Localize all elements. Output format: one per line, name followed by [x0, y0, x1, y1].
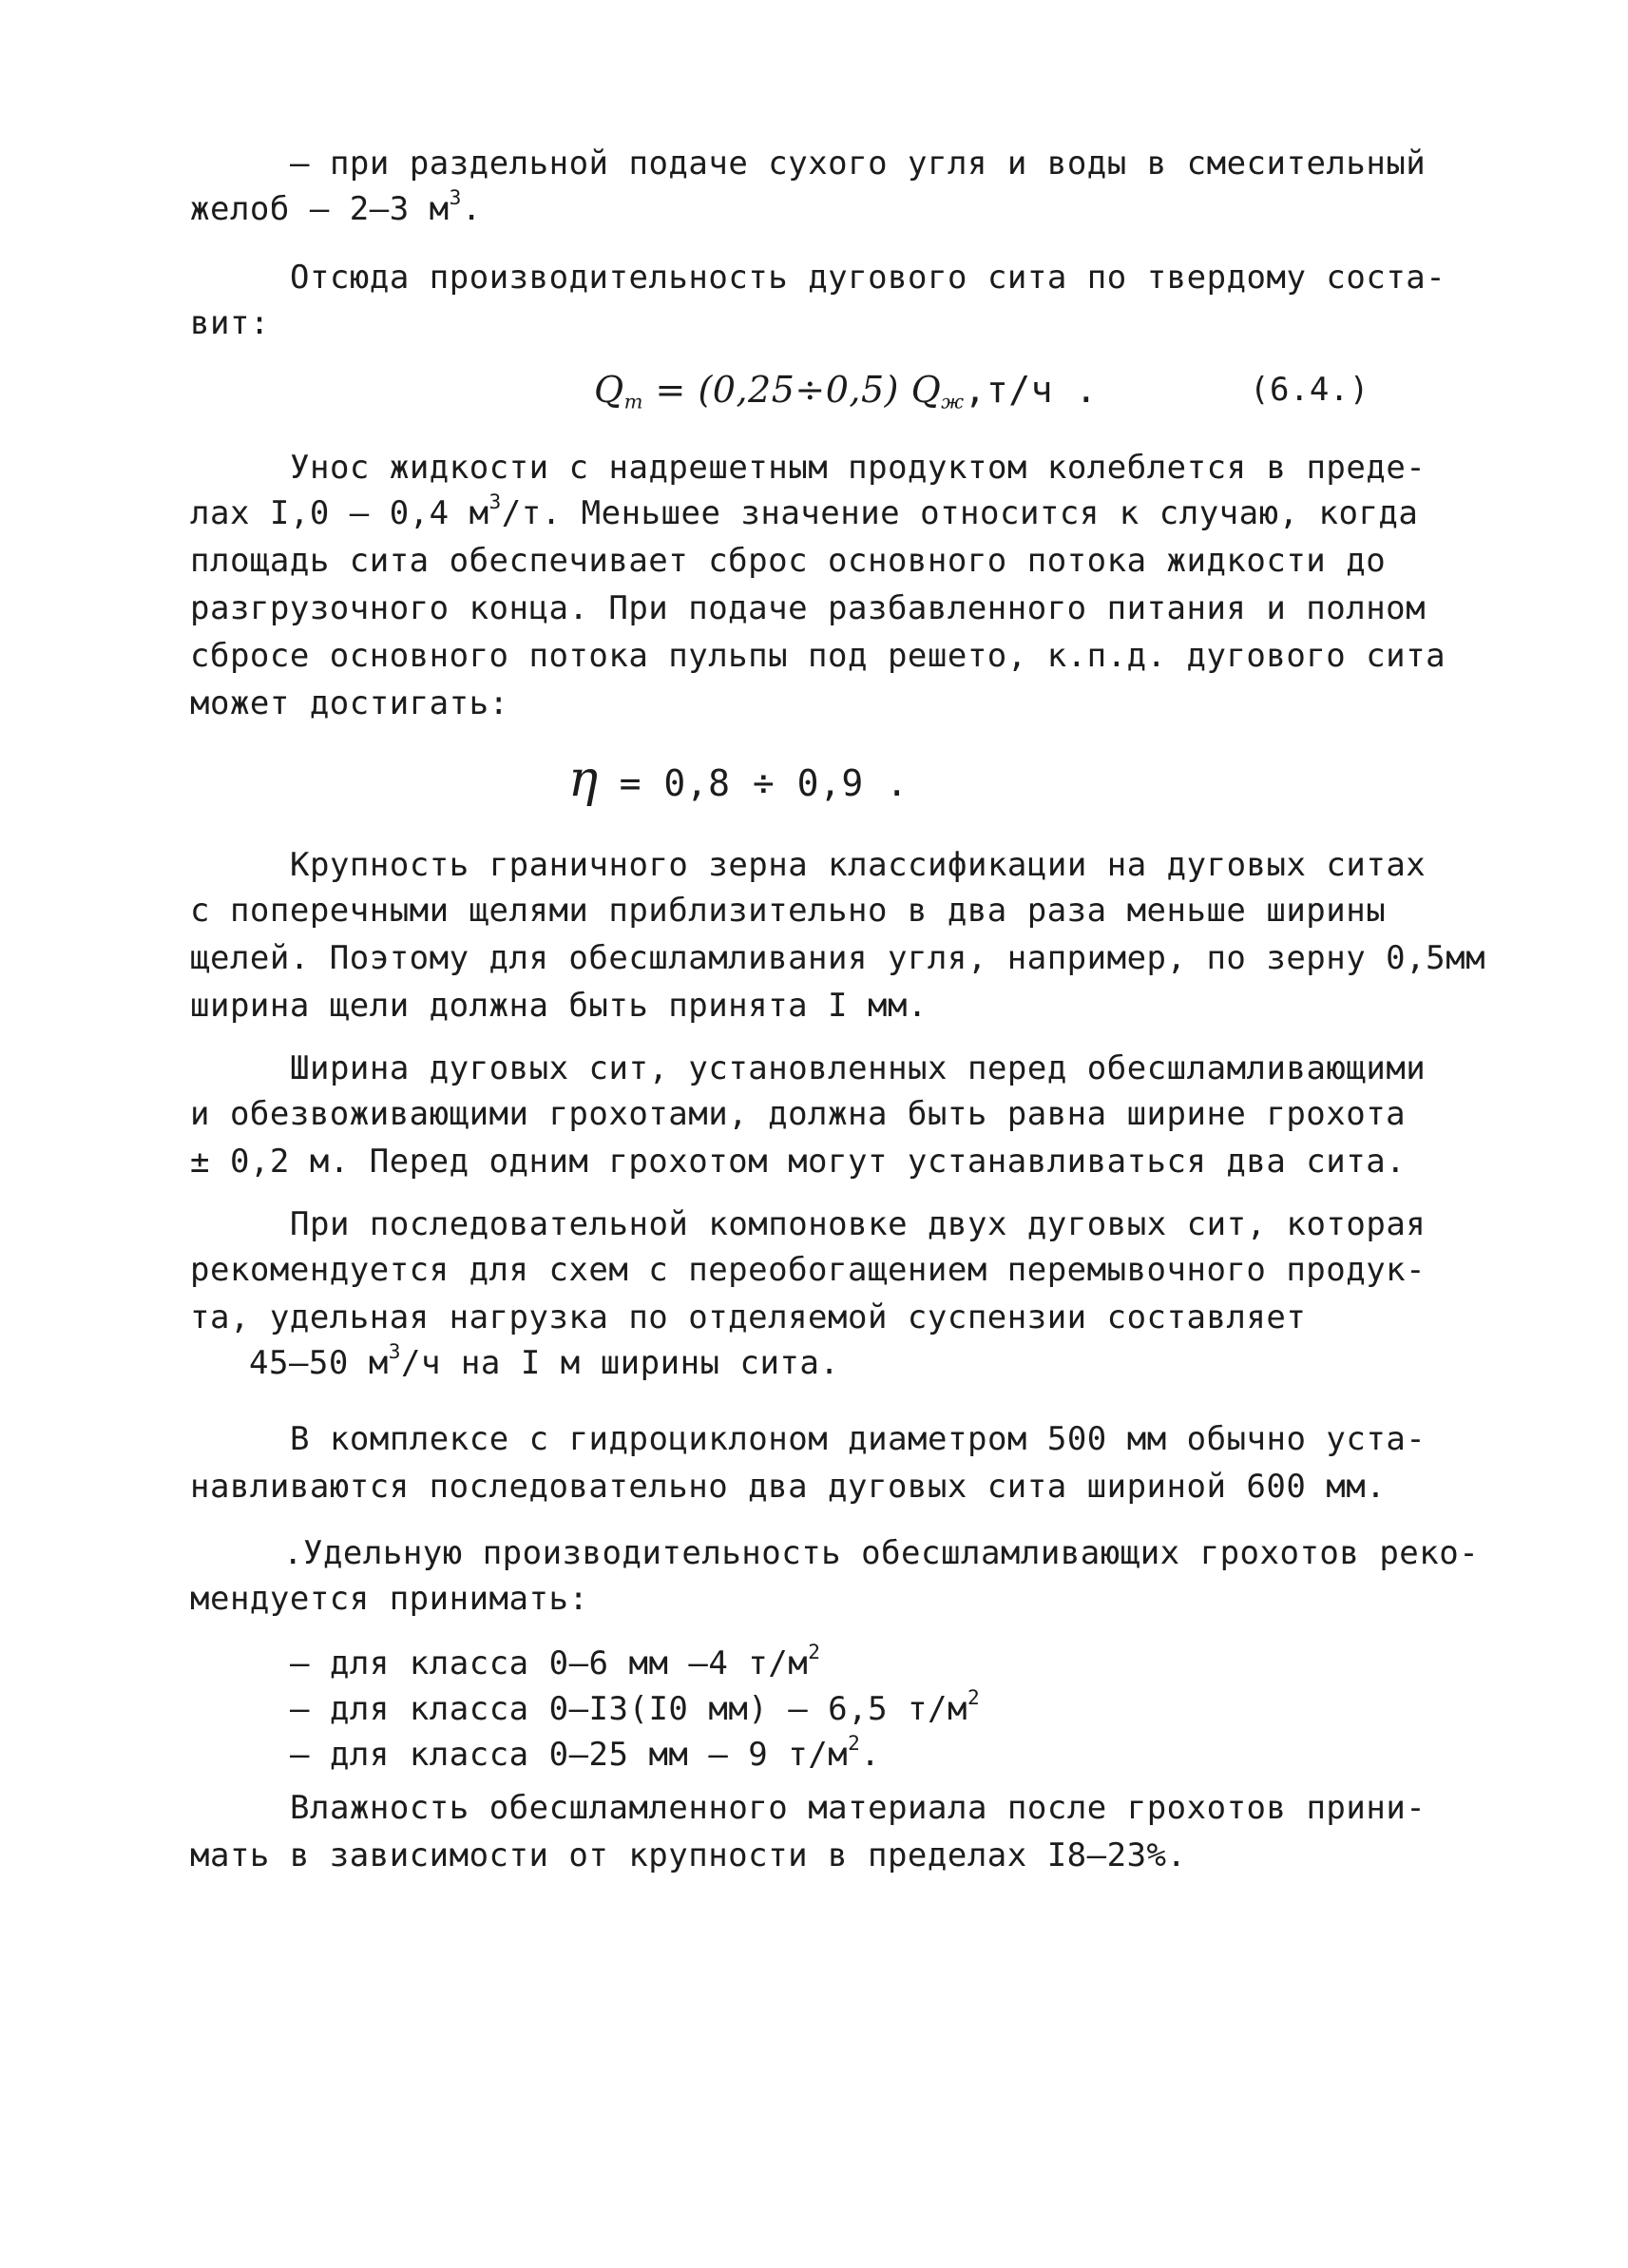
list-item-text: . — [860, 1736, 881, 1774]
text-fragment: 45–50 м — [249, 1344, 389, 1382]
formula-subscript: т — [623, 390, 643, 413]
text-line: .Удельную производительность обесшламливающих грохотов реко- — [283, 1534, 1480, 1572]
list-item — [290, 1685, 981, 1730]
text-line: и обезвоживающими грохотами, должна быть равна ширине грохота — [190, 1095, 1407, 1133]
text-line: щелей. Поэтому для обесшламливания угля, например, по зерну 0,5мм — [190, 939, 1486, 977]
list-item — [290, 1731, 881, 1776]
text-fragment: /ч на I м ширины сита. — [401, 1344, 840, 1382]
text-line: разгрузочного конца. При подаче разбавленного питания и полном — [190, 589, 1427, 627]
text-line: мендуется принимать: — [190, 1580, 589, 1618]
formula-efficiency — [568, 751, 909, 808]
text-line: вит: — [190, 304, 270, 342]
text-line: площадь сита обеспечивает сброс основного потока жидкости до — [190, 542, 1387, 580]
text-line: Унос жидкости с надрешетным продуктом колеблется в преде- — [290, 449, 1427, 487]
superscript: 2 — [967, 1685, 981, 1710]
text-line — [249, 1339, 840, 1384]
text-line: ± 0,2 м. Перед одним грохотом могут устанавливаться два сита. — [190, 1143, 1407, 1181]
text-line: Ширина дуговых сит, установленных перед обесшламливающими — [290, 1049, 1427, 1087]
text-line: При последовательной компоновке двух дуговых сит, которая — [290, 1205, 1427, 1243]
text-fragment: желоб – 2–3 м — [190, 190, 450, 228]
formula-expression: = (0,25÷0,5) Q — [642, 369, 942, 411]
text-line: та, удельная нагрузка по отделяемой суспензии составляет — [190, 1298, 1307, 1336]
text-line — [190, 492, 1418, 534]
superscript: 3 — [488, 490, 502, 514]
text-line: ширина щели должна быть принята I мм. — [190, 987, 928, 1025]
text-line: может достигать: — [190, 684, 509, 722]
list-item-text: – для класса 0–I3(I0 мм) – 6,5 т/м — [290, 1690, 967, 1728]
text-line: навливаются последовательно два дуговых сита шириной 600 мм. — [190, 1468, 1387, 1506]
superscript: 2 — [808, 1640, 821, 1664]
superscript: 3 — [388, 1339, 401, 1364]
list-item-text: – для класса 0–6 мм –4 т/м — [290, 1644, 809, 1682]
list-item — [290, 1640, 821, 1684]
text-line: – при раздельной подаче сухого угля и воды в смесительный — [290, 144, 1427, 183]
formula-symbol: η — [568, 751, 599, 808]
formula-number: (6.4.) — [1250, 371, 1369, 409]
text-line: Отсюда производительность дугового сита по твердому соста- — [290, 259, 1446, 297]
text-line — [190, 185, 482, 230]
formula-productivity — [594, 366, 1098, 413]
text-line: сбросе основного потока пульпы под решето, к.п.д. дугового сита — [190, 637, 1446, 675]
superscript: 2 — [848, 1731, 861, 1756]
text-line: мать в зависимости от крупности в пределах I8–23%. — [190, 1836, 1187, 1874]
text-line: Крупность граничного зерна классификации на дуговых ситах — [290, 846, 1427, 884]
text-fragment: лах I,0 – 0,4 м — [190, 494, 489, 532]
text-line: рекомендуется для схем с переобогащением перемывочного продук- — [190, 1251, 1427, 1289]
formula-symbol: Q — [594, 369, 624, 411]
text-line: В комплексе с гидроциклоном диаметром 500 мм обычно уста- — [290, 1420, 1427, 1458]
superscript: 3 — [449, 185, 462, 210]
text-fragment: /т. Меньшее значение относится к случаю, когда — [501, 494, 1419, 532]
text-line: с поперечными щелями приблизительно в два раза меньше ширины — [190, 892, 1387, 930]
text-line: Влажность обесшламленного материала после грохотов прини- — [290, 1789, 1427, 1827]
formula-expression: = 0,8 ÷ 0,9 . — [619, 762, 909, 804]
formula-subscript: ж — [941, 390, 965, 413]
text-fragment: . — [461, 190, 482, 228]
formula-unit: ,т/ч . — [964, 369, 1098, 411]
list-item-text: – для класса 0–25 мм – 9 т/м — [290, 1736, 849, 1774]
